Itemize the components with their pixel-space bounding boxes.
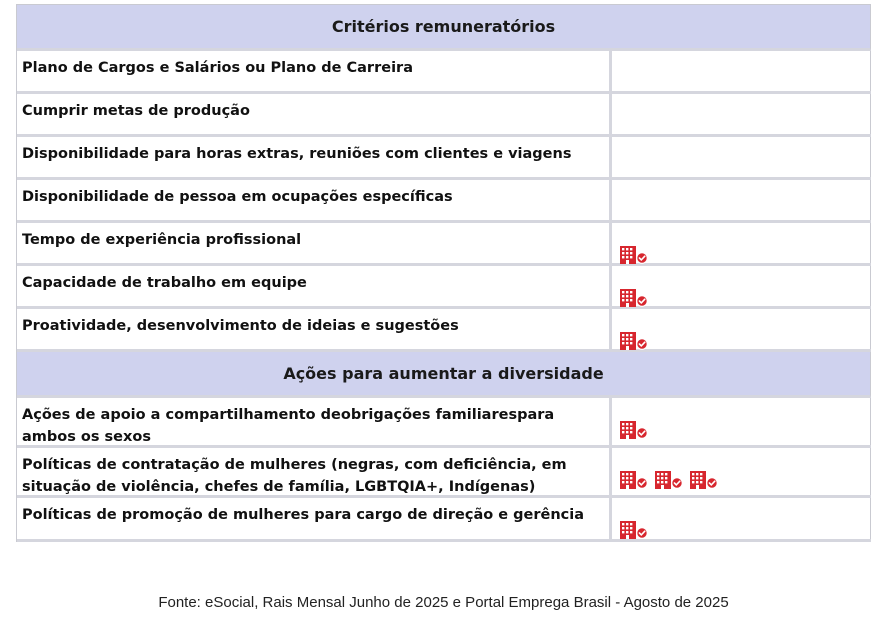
building-check-icon bbox=[618, 286, 652, 308]
row-label: Políticas de promoção de mulheres para cargo de direção e gerência bbox=[17, 498, 612, 539]
criteria-table bbox=[16, 4, 871, 542]
row-value bbox=[612, 51, 871, 91]
section-header-diversidade bbox=[17, 352, 871, 398]
row-value bbox=[612, 94, 871, 134]
row-label: Cumprir metas de produção bbox=[17, 94, 612, 134]
icon-group bbox=[618, 468, 722, 490]
table-row bbox=[17, 94, 871, 137]
row-label: Tempo de experiência profissional bbox=[17, 223, 612, 263]
row-value bbox=[612, 448, 871, 495]
building-check-icon bbox=[618, 243, 652, 265]
row-value bbox=[612, 137, 871, 177]
row-value bbox=[612, 266, 871, 306]
section-title: Critérios remuneratórios bbox=[331, 17, 556, 36]
table-row bbox=[17, 137, 871, 180]
row-value bbox=[612, 398, 871, 445]
table-row bbox=[17, 51, 871, 94]
row-label: Plano de Cargos e Salários ou Plano de Carreira bbox=[17, 51, 612, 91]
section-header-criterios bbox=[17, 5, 871, 51]
row-label: Disponibilidade para horas extras, reuniões com clientes e viagens bbox=[17, 137, 612, 177]
icon-group bbox=[618, 286, 652, 308]
building-check-icon bbox=[618, 329, 652, 351]
building-check-icon bbox=[688, 468, 722, 490]
building-check-icon bbox=[653, 468, 687, 490]
table-row bbox=[17, 266, 871, 309]
row-label: Capacidade de trabalho em equipe bbox=[17, 266, 612, 306]
table-row bbox=[17, 223, 871, 266]
table-row bbox=[17, 309, 871, 352]
icon-group bbox=[618, 418, 652, 440]
icon-group bbox=[618, 518, 652, 540]
row-value bbox=[612, 498, 871, 539]
table-row bbox=[17, 448, 871, 498]
table-row bbox=[17, 398, 871, 448]
building-check-icon bbox=[618, 418, 652, 440]
table-row bbox=[17, 180, 871, 223]
icon-group bbox=[618, 329, 652, 351]
row-label: Proatividade, desenvolvimento de ideias e sugestões bbox=[17, 309, 612, 349]
source-footer: Fonte: eSocial, Rais Mensal Junho de 2025 e Portal Emprega Brasil - Agosto de 2025 bbox=[158, 594, 729, 611]
row-value bbox=[612, 180, 871, 220]
icon-group bbox=[618, 243, 652, 265]
row-label: Disponibilidade de pessoa em ocupações específicas bbox=[17, 180, 612, 220]
building-check-icon bbox=[618, 518, 652, 540]
row-value bbox=[612, 223, 871, 263]
table-row bbox=[17, 498, 871, 542]
row-value bbox=[612, 309, 871, 349]
building-check-icon bbox=[618, 468, 652, 490]
row-label: Políticas de contratação de mulheres (negras, com deficiência, em situação de violência, chefes de família, LGBTQIA+, Indígenas) bbox=[17, 448, 612, 495]
row-label: Ações de apoio a compartilhamento deobrigações familiarespara ambos os sexos bbox=[17, 398, 612, 445]
section-title: Ações para aumentar a diversidade bbox=[283, 364, 604, 383]
